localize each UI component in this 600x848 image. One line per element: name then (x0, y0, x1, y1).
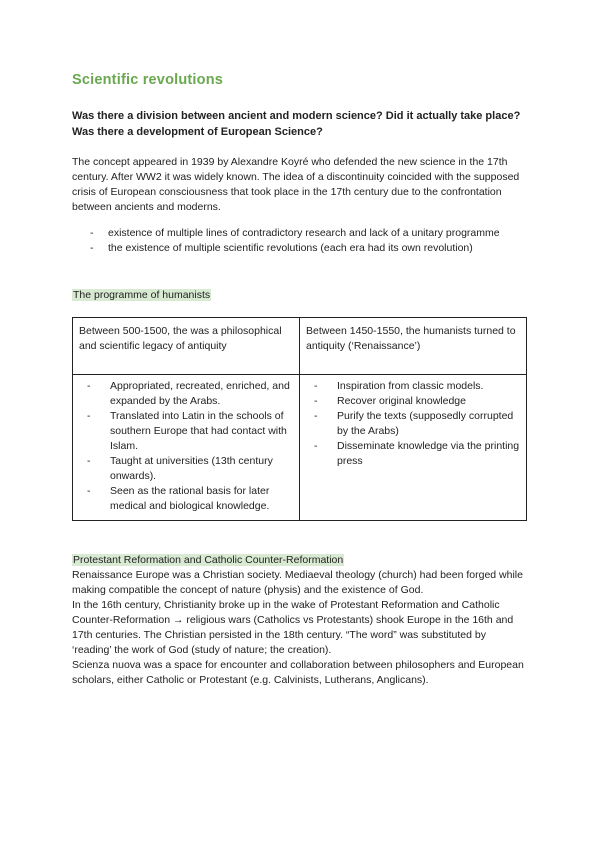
list-item (314, 409, 522, 439)
bullet-list (72, 226, 528, 256)
list-item (314, 394, 522, 409)
bullet-dash: - (314, 380, 318, 392)
list-text: Purify the texts (supposedly corrupted by the Arabs) (337, 410, 514, 437)
list-item (72, 226, 528, 241)
bullet-dash: - (90, 227, 94, 239)
table-cell-col2 (300, 375, 527, 521)
paragraph-1: Renaissance Europe was a Christian society. Mediaeval theology (church) had been forged while making compatible the concept of nature (physis) and the existence of God. (72, 569, 523, 596)
paragraph-2: In the 16th century, Christianity broke up in the wake of Protestant Reformation and Catholic Counter-Reformation → religious wars (Catholics vs Protestants) shook Europe in the 16th and 17th centuries. The Christian persisted in the 18th century. “The word” was substituted by ‘reading’ the work of God (study of nature; the creation). (72, 599, 514, 656)
bullet-text: existence of multiple lines of contradictory research and lack of a unitary programme (108, 227, 500, 239)
list-item (87, 379, 295, 409)
table-header-cell-1: Between 500-1500, the was a philosophical and scientific legacy of antiquity (73, 318, 300, 375)
highlighted-heading: Protestant Reformation and Catholic Counter-Reformation (73, 554, 344, 566)
list-item (314, 379, 522, 394)
list-item (87, 454, 295, 484)
bullet-dash: - (87, 485, 91, 497)
paragraph-3: Scienza nuova was a space for encounter and collaboration between philosophers and European scholars, either Catholic or Protestant (e.g. Calvinists, Lutherans, Anglicans). (72, 659, 524, 686)
highlighted-heading: The programme of humanists (73, 289, 211, 301)
intro-paragraph: The concept appeared in 1939 by Alexandre Koyré who defended the new science in the 17th century. After WW2 it was widely known. The idea of a discontinuity coincided with the supposed crisis of European consciousness that took place in the 17th century due to the confrontation between ancients and moderns. (72, 156, 520, 213)
list-text: Appropriated, recreated, enriched, and expanded by the Arabs. (110, 380, 290, 407)
list-text: Seen as the rational basis for later medical and biological knowledge. (110, 485, 270, 512)
humanists-table (72, 317, 527, 521)
list-text: Disseminate knowledge via the printing press (337, 440, 520, 467)
list-item (72, 241, 528, 256)
bullet-dash: - (87, 380, 91, 392)
bullet-dash: - (314, 440, 318, 452)
list-item (314, 439, 522, 469)
page-title: Scientific revolutions (72, 72, 224, 88)
list-text: Taught at universities (13th century onwards). (110, 455, 273, 482)
bullet-dash: - (87, 455, 91, 467)
table-header-cell-2: Between 1450-1550, the humanists turned to antiquity (‘Renaissance’) (300, 318, 527, 375)
bullet-text: the existence of multiple scientific revolutions (each era had its own revolution) (108, 242, 473, 254)
list-text: Recover original knowledge (337, 395, 466, 407)
bullet-dash: - (314, 410, 318, 422)
section-heading-reformation (72, 551, 528, 568)
list-text: Inspiration from classic models. (337, 380, 484, 392)
question-2: Was there a development of European Science? (72, 126, 323, 138)
list-text: Translated into Latin in the schools of southern Europe that had contact with Islam. (110, 410, 287, 452)
section-heading-humanists (72, 286, 528, 303)
list-item (87, 409, 295, 454)
questions (72, 108, 528, 140)
document-page (72, 72, 528, 688)
table-cell-col1 (73, 375, 300, 521)
bullet-dash: - (90, 242, 94, 254)
bullet-dash: - (87, 410, 91, 422)
bullet-dash: - (314, 395, 318, 407)
list-item (87, 484, 295, 514)
question-1: Was there a division between ancient and modern science? Did it actually take place? (72, 110, 521, 122)
table-row (73, 375, 527, 521)
table-header-row (73, 318, 527, 375)
